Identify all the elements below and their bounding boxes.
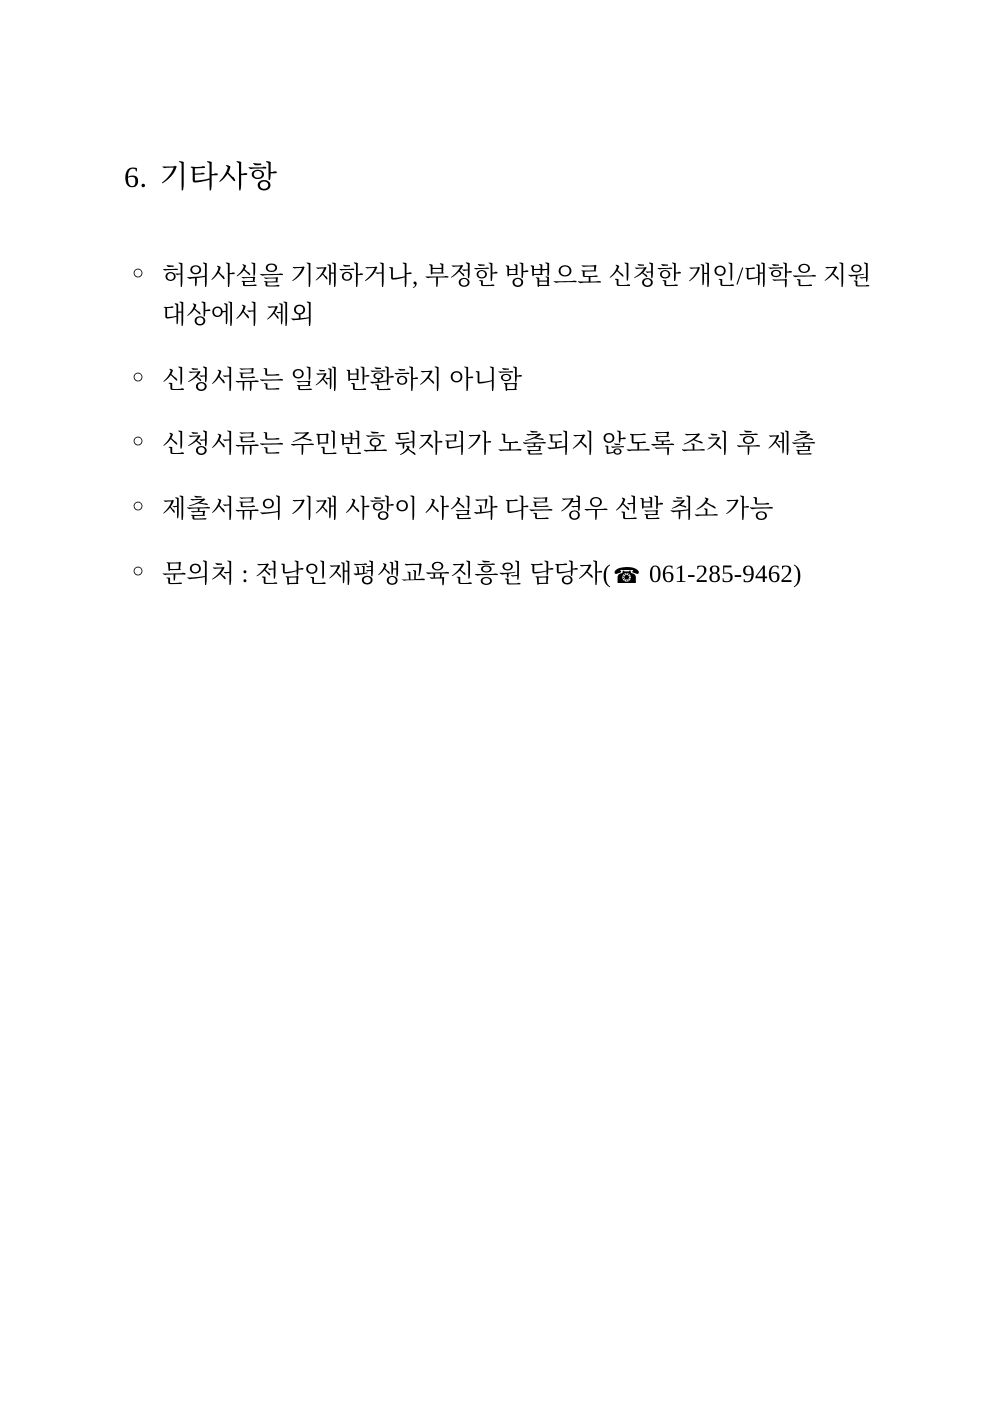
bullet-circle-icon: ○ bbox=[132, 262, 145, 284]
page-title bbox=[88, 118, 904, 230]
list-item bbox=[132, 258, 904, 336]
contact-phone-number: 061-285-9462) bbox=[649, 560, 802, 588]
list-item-text: 제출서류의 기재 사항이 사실과 다른 경우 선발 취소 가능 bbox=[162, 496, 774, 523]
list-item-text: 신청서류는 주민번호 뒷자리가 노출되지 않도록 조치 후 제출 bbox=[162, 431, 816, 459]
section-title: 기타사항 bbox=[159, 161, 278, 194]
bullet-circle-icon: ○ bbox=[132, 495, 145, 517]
section-number: 6. bbox=[124, 161, 148, 194]
list-item bbox=[132, 362, 904, 401]
list-item-text: 허위사실을 기재하거나, 부정한 방법으로 신청한 개인/대학은 지원 대상에서 제외 bbox=[162, 263, 872, 329]
telephone-icon: ☎ bbox=[612, 562, 641, 588]
bullet-circle-icon: ○ bbox=[132, 365, 145, 388]
notes-list bbox=[88, 258, 904, 595]
bullet-circle-icon: ○ bbox=[132, 559, 145, 582]
list-item-contact bbox=[132, 556, 904, 595]
contact-prefix: 문의처 : 전남인재평생교육진흥원 담당자( bbox=[162, 560, 611, 588]
list-item-text: 신청서류는 일체 반환하지 아니함 bbox=[162, 366, 523, 394]
list-item bbox=[132, 426, 904, 465]
bullet-circle-icon: ○ bbox=[132, 430, 145, 453]
list-item bbox=[132, 491, 904, 530]
contact-text bbox=[162, 556, 904, 595]
